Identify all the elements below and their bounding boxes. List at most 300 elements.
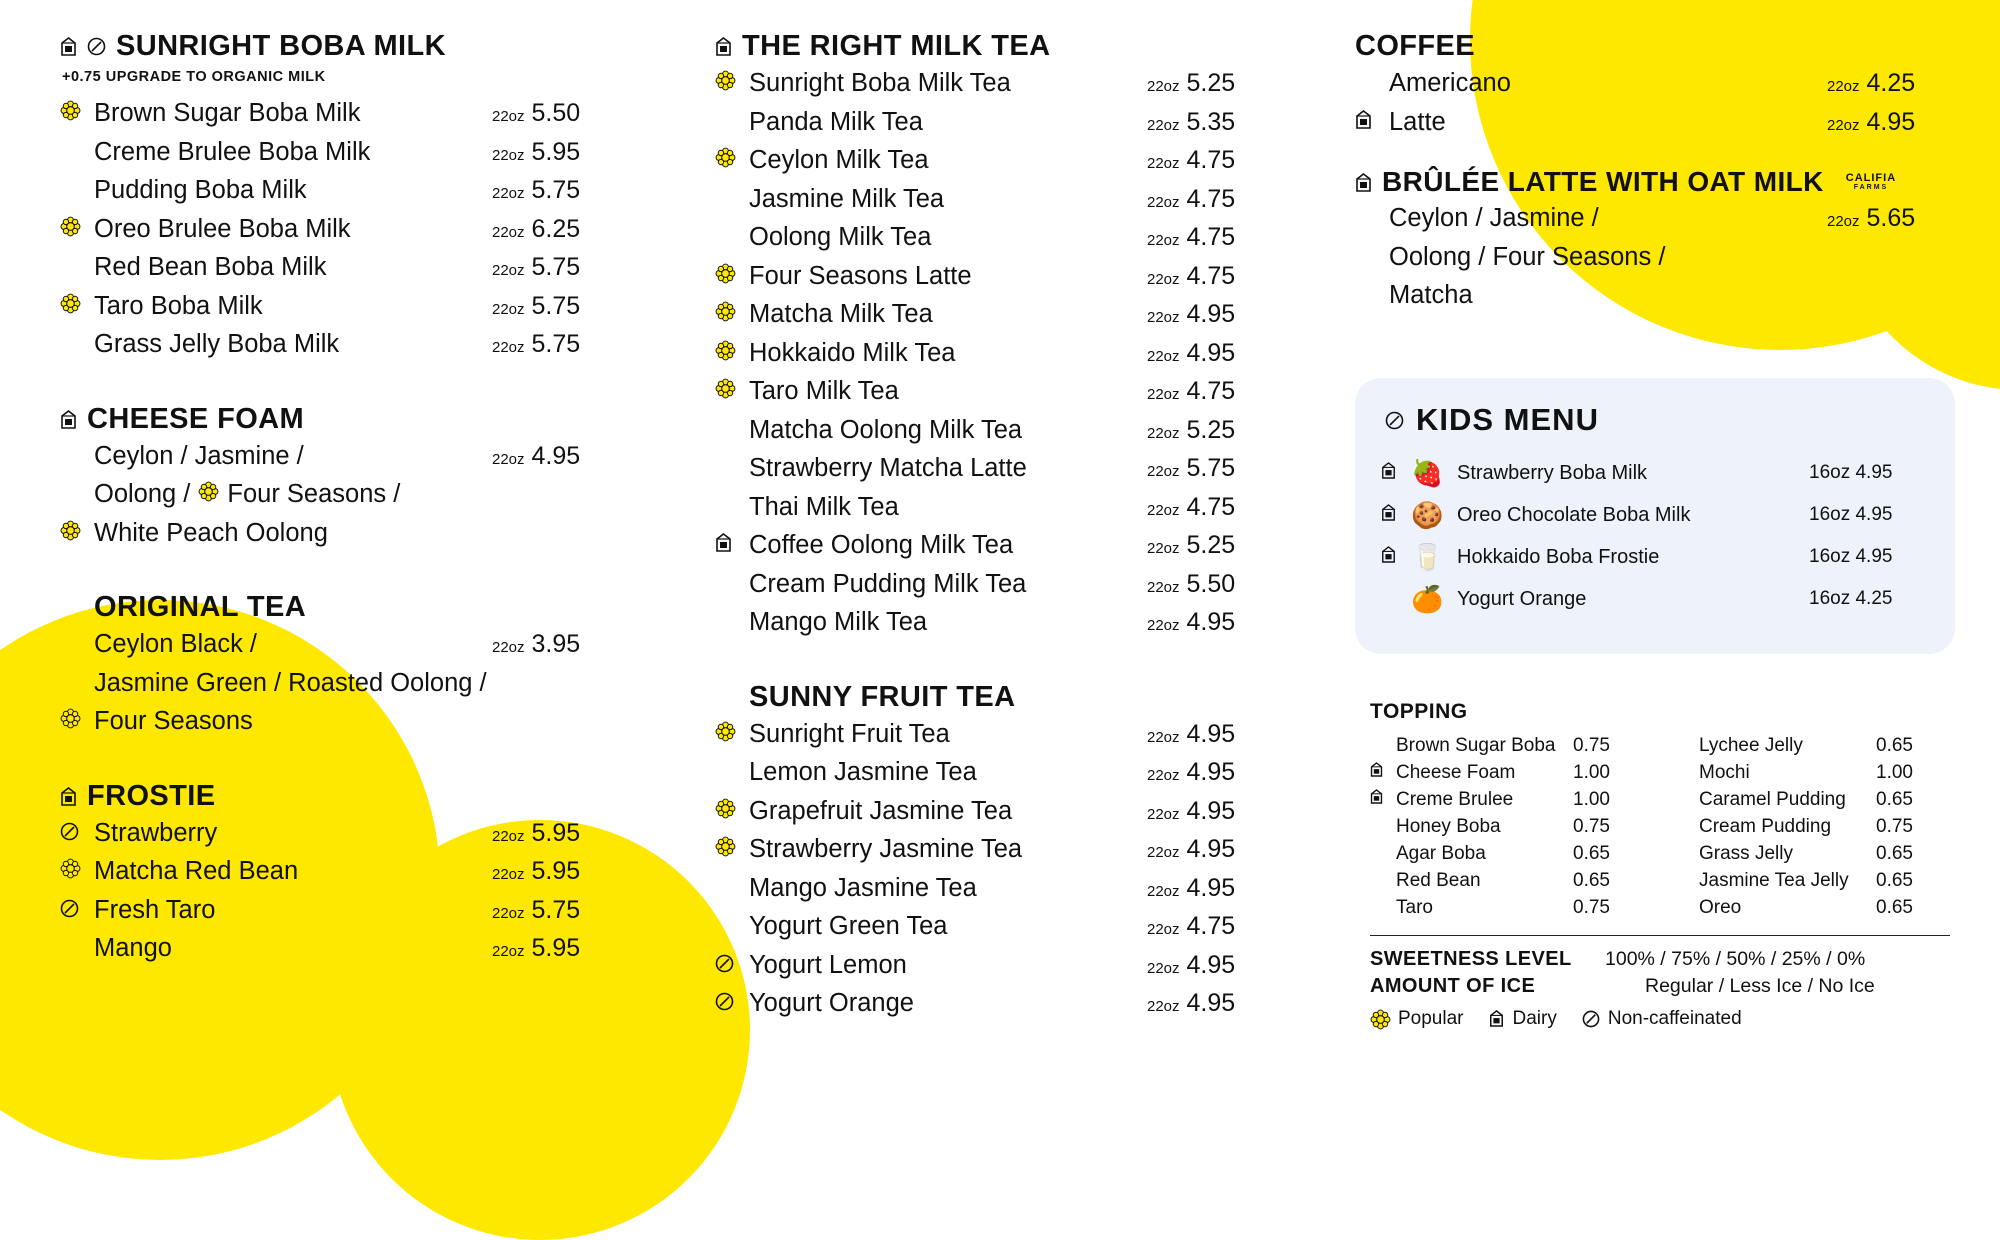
item-size: 22oz: [1147, 728, 1180, 746]
topping-name: Cheese Foam: [1396, 761, 1516, 783]
topping-price: 0.65: [1876, 734, 1913, 756]
topping-name: Oreo: [1699, 896, 1742, 918]
item-name: White Peach Oolong: [94, 518, 328, 547]
topping-row[interactable]: [1370, 840, 1647, 867]
section-title: COFFEE: [1355, 30, 1476, 62]
section-title: SUNRIGHT BOBA MILK: [116, 30, 446, 62]
non-caffeinated-icon: [60, 899, 94, 918]
item-size: 22oz: [1147, 347, 1180, 365]
topping-row[interactable]: [1370, 786, 1647, 813]
topping-name: Red Bean: [1396, 869, 1481, 891]
item-price: 5.50: [1186, 569, 1236, 598]
popular-flower-icon: [1370, 1009, 1391, 1030]
popular-flower-icon: [60, 293, 94, 314]
item-name: Ceylon / Jasmine /: [1389, 204, 1599, 232]
topping-row[interactable]: [1673, 813, 1950, 840]
menu-item[interactable]: [715, 797, 1275, 836]
item-size: 22oz: [1147, 959, 1180, 977]
popular-flower-icon: [715, 836, 749, 857]
item-name: Four Seasons Latte: [749, 261, 972, 290]
menu-item[interactable]: [60, 99, 620, 138]
item-name: Four Seasons: [94, 707, 253, 735]
menu-item[interactable]: [60, 138, 620, 177]
section-header-frostie: [60, 780, 620, 813]
menu-item[interactable]: [60, 330, 620, 369]
item-price: 5.95: [531, 857, 581, 885]
item-price: 5.25: [1186, 69, 1236, 97]
menu-item[interactable]: [60, 896, 620, 935]
menu-item[interactable]: [1355, 108, 1955, 147]
item-size: 22oz: [1147, 116, 1180, 134]
dairy-carton-icon: [60, 786, 77, 807]
menu-item[interactable]: [60, 669, 620, 708]
topping-column-right: [1673, 732, 1950, 921]
kids-item-name: Strawberry Boba Milk: [1457, 461, 1648, 484]
menu-item[interactable]: [715, 720, 1275, 759]
item-name: Strawberry: [94, 818, 218, 847]
section-title: SUNNY FRUIT TEA: [749, 680, 1016, 713]
legend-popular-label: Popular: [1398, 1008, 1464, 1029]
section-header-coffee: [1355, 30, 1955, 63]
kids-menu-item[interactable]: [1381, 536, 1929, 578]
topping-price: 0.65: [1876, 896, 1913, 918]
item-size: 22oz: [492, 146, 525, 164]
item-name: Matcha Oolong Milk Tea: [749, 415, 1023, 444]
item-price: 5.75: [1186, 454, 1236, 482]
menu-item[interactable]: [715, 570, 1275, 609]
item-price: 5.75: [531, 291, 581, 320]
califia-farms-logo: CALIFIA FARMS: [1845, 171, 1897, 192]
item-name: Hokkaido Milk Tea: [749, 338, 956, 367]
menu-item[interactable]: [60, 934, 620, 973]
section-header-brulee-latte-oat-milk: [1355, 166, 1955, 198]
dairy-carton-icon: [1381, 503, 1411, 527]
item-name: Mango Milk Tea: [749, 608, 928, 636]
menu-item[interactable]: [715, 951, 1275, 990]
topping-price: 0.75: [1876, 815, 1913, 837]
item-name: Yogurt Lemon: [749, 950, 907, 979]
kids-menu-item[interactable]: [1381, 578, 1929, 620]
item-size: 22oz: [1147, 463, 1180, 480]
item-price: 5.95: [531, 934, 581, 962]
section-header-original-tea: [60, 591, 620, 624]
topping-price: 0.65: [1876, 842, 1913, 864]
item-name: Matcha: [1389, 281, 1473, 309]
item-size: 22oz: [1147, 578, 1180, 596]
topping-column-left: [1370, 732, 1647, 921]
item-price: 4.95: [1186, 796, 1236, 825]
item-price: 5.65: [1866, 204, 1916, 232]
menu-item[interactable]: [715, 912, 1275, 951]
menu-item[interactable]: [715, 454, 1275, 493]
sweetness-level-label: SWEETNESS LEVEL: [1370, 948, 1572, 970]
topping-row[interactable]: [1370, 732, 1647, 759]
item-price: 4.75: [1186, 146, 1236, 174]
legend-non-caffeinated: [1582, 1008, 1742, 1030]
item-price: 5.35: [1186, 107, 1236, 136]
popular-flower-icon: [715, 340, 749, 361]
item-size: 22oz: [1147, 270, 1180, 288]
menu-item[interactable]: [60, 630, 620, 669]
dairy-carton-icon: [715, 532, 749, 553]
menu-item[interactable]: [715, 69, 1275, 108]
item-name-continued: Four Seasons /: [227, 480, 401, 508]
item-size: 22oz: [492, 450, 525, 468]
item-name: Fresh Taro: [94, 895, 216, 924]
menu-item[interactable]: [715, 758, 1275, 797]
item-name: Jasmine Green / Roasted Oolong /: [94, 668, 487, 697]
item-size: 22oz: [492, 827, 525, 845]
menu-item[interactable]: [715, 339, 1275, 378]
item-size: 22oz: [1147, 501, 1180, 519]
popular-flower-icon: [715, 301, 749, 322]
menu-item[interactable]: [1355, 204, 1955, 243]
topping-price: 1.00: [1573, 761, 1610, 783]
section-header-sunny-fruit-tea: [715, 681, 1275, 714]
topping-name: Honey Boba: [1396, 815, 1501, 837]
popular-flower-icon: [60, 216, 94, 237]
item-price: 4.95: [1186, 758, 1236, 786]
topping-price: 0.65: [1876, 869, 1913, 891]
dairy-carton-icon: [1370, 761, 1396, 784]
popular-flower-icon: [198, 481, 219, 502]
item-size: 22oz: [1147, 424, 1180, 442]
item-price: 4.95: [1186, 300, 1236, 328]
item-price: 4.95: [1186, 835, 1236, 863]
popular-flower-icon: [715, 721, 749, 742]
item-price: 5.25: [1186, 531, 1236, 559]
section-title: THE RIGHT MILK TEA: [742, 30, 1051, 62]
item-size: 22oz: [1147, 767, 1180, 784]
topping-name: Taro: [1396, 896, 1433, 918]
item-price: 4.95: [1186, 608, 1236, 636]
kids-item-price: 16oz 4.25: [1809, 588, 1893, 609]
item-size: 22oz: [1827, 78, 1860, 95]
item-name: Americano: [1389, 69, 1511, 97]
dairy-carton-icon: [60, 36, 77, 57]
kids-menu-item[interactable]: [1381, 494, 1929, 536]
topping-panel: [1370, 700, 1950, 1030]
menu-item[interactable]: [715, 989, 1275, 1028]
item-size: 22oz: [492, 904, 525, 922]
popular-flower-icon: [715, 147, 749, 168]
topping-name: Brown Sugar Boba: [1396, 734, 1556, 756]
item-name: Grapefruit Jasmine Tea: [749, 796, 1013, 825]
item-name: Pudding Boba Milk: [94, 176, 307, 204]
item-name: Ceylon Milk Tea: [749, 146, 929, 174]
non-caffeinated-icon: [1385, 411, 1404, 430]
menu-item[interactable]: [1355, 281, 1955, 320]
item-price: 4.95: [1186, 338, 1236, 367]
item-size: 22oz: [492, 866, 525, 883]
item-name: Thai Milk Tea: [749, 492, 899, 521]
amount-of-ice-value: Regular / Less Ice / No Ice: [1645, 975, 1875, 997]
topping-name: Caramel Pudding: [1699, 788, 1846, 810]
menu-item[interactable]: [715, 493, 1275, 532]
topping-name: Grass Jelly: [1699, 842, 1793, 864]
menu-item[interactable]: [60, 707, 620, 746]
topping-row[interactable]: [1673, 894, 1950, 921]
item-price: 5.95: [531, 137, 581, 166]
dairy-carton-icon: [1355, 172, 1372, 193]
item-price: 4.95: [1186, 873, 1236, 902]
item-size: 22oz: [1147, 232, 1180, 249]
item-size: 22oz: [1147, 617, 1180, 634]
menu-column-2: [715, 30, 1275, 1028]
kids-item-price: 16oz 4.95: [1809, 462, 1893, 483]
topping-name: Cream Pudding: [1699, 815, 1832, 837]
popular-flower-icon: [715, 70, 749, 91]
amount-of-ice-label: AMOUNT OF ICE: [1370, 975, 1536, 997]
kids-menu-title: KIDS MENU: [1416, 402, 1599, 437]
kids-item-name: Yogurt Orange: [1457, 587, 1587, 610]
popular-flower-icon: [60, 100, 94, 121]
item-name: Panda Milk Tea: [749, 107, 923, 136]
item-name: Mango Jasmine Tea: [749, 873, 977, 902]
amount-of-ice-row: [1370, 975, 1950, 998]
topping-title: TOPPING: [1370, 700, 1468, 723]
item-name: Mango: [94, 934, 172, 962]
kids-menu-item[interactable]: [1381, 452, 1929, 494]
menu-item[interactable]: [715, 146, 1275, 185]
item-name: Ceylon Black /: [94, 630, 257, 658]
kids-item-price: 16oz 4.95: [1809, 504, 1893, 525]
topping-price: 1.00: [1876, 761, 1913, 783]
menu-item[interactable]: [715, 531, 1275, 570]
item-size: 22oz: [1147, 998, 1180, 1015]
menu-item[interactable]: [60, 253, 620, 292]
non-caffeinated-icon: [715, 992, 749, 1011]
item-price: 4.75: [1186, 223, 1236, 251]
topping-row[interactable]: [1370, 867, 1647, 894]
item-size: 22oz: [492, 943, 525, 960]
non-caffeinated-icon: [715, 954, 749, 973]
item-size: 22oz: [1147, 78, 1180, 95]
item-name: Grass Jelly Boba Milk: [94, 330, 340, 358]
topping-row[interactable]: [1370, 894, 1647, 921]
menu-item[interactable]: [715, 377, 1275, 416]
item-price: 4.75: [1186, 912, 1236, 940]
menu-item[interactable]: [1355, 243, 1955, 282]
item-size: 22oz: [492, 262, 525, 279]
menu-item[interactable]: [715, 835, 1275, 874]
topping-row[interactable]: [1370, 813, 1647, 840]
menu-item[interactable]: [715, 300, 1275, 339]
dairy-carton-icon: [1370, 788, 1396, 811]
item-price: 4.75: [1186, 377, 1236, 405]
item-price: 4.95: [1186, 719, 1236, 748]
item-price: 5.50: [531, 99, 581, 127]
item-price: 4.95: [1186, 989, 1236, 1017]
section-title: CHEESE FOAM: [87, 402, 305, 435]
item-size: 22oz: [492, 185, 525, 202]
item-name: Strawberry Jasmine Tea: [749, 835, 1023, 863]
dairy-carton-icon: [1355, 109, 1389, 130]
legend-dairy-label: Dairy: [1512, 1008, 1557, 1029]
item-size: 22oz: [492, 639, 525, 656]
topping-price: 1.00: [1573, 788, 1610, 810]
dairy-carton-icon: [1381, 461, 1411, 485]
item-size: 22oz: [492, 339, 525, 356]
topping-row[interactable]: [1673, 759, 1950, 786]
non-caffeinated-icon: [87, 37, 106, 56]
menu-item[interactable]: [715, 185, 1275, 224]
topping-price: 0.65: [1573, 842, 1610, 864]
menu-column-1: [60, 30, 620, 973]
menu-item[interactable]: [1355, 69, 1955, 108]
item-price: 5.25: [1186, 415, 1236, 444]
item-size: 22oz: [1147, 921, 1180, 938]
item-price: 4.75: [1186, 184, 1236, 213]
topping-row[interactable]: [1370, 759, 1647, 786]
kids-item-name: Hokkaido Boba Frostie: [1457, 545, 1660, 568]
item-price: 4.95: [531, 441, 581, 470]
menu-column-3: [1355, 30, 1955, 320]
section-header-cheese-foam: [60, 403, 620, 436]
topping-name: Lychee Jelly: [1699, 734, 1803, 756]
item-name: Latte: [1389, 107, 1446, 136]
item-name: Sunright Boba Milk Tea: [749, 69, 1011, 97]
popular-flower-icon: [60, 708, 94, 729]
dairy-carton-icon: [1489, 1009, 1506, 1030]
milk-carton-illustration-icon: 🥛: [1411, 542, 1444, 572]
item-price: 4.75: [1186, 261, 1236, 290]
topping-row[interactable]: [1673, 840, 1950, 867]
item-size: 22oz: [1147, 155, 1180, 172]
topping-name: Creme Brulee: [1396, 788, 1514, 810]
organic-milk-upgrade-note: +0.75 UPGRADE TO ORGANIC MILK: [62, 69, 326, 85]
item-size: 22oz: [1147, 193, 1180, 211]
item-size: 22oz: [1147, 309, 1180, 326]
popular-flower-icon: [60, 520, 94, 541]
item-price: 6.25: [531, 214, 581, 243]
menu-item[interactable]: [715, 223, 1275, 262]
item-name: Yogurt Orange: [749, 989, 914, 1017]
item-size: 22oz: [1147, 805, 1180, 823]
menu-item[interactable]: [715, 108, 1275, 147]
item-name: Lemon Jasmine Tea: [749, 758, 977, 786]
item-name: Oolong / Four Seasons /: [1389, 242, 1666, 271]
menu-item[interactable]: [715, 262, 1275, 301]
popular-flower-icon: [715, 263, 749, 284]
kids-menu-header: [1385, 402, 1929, 438]
menu-item[interactable]: [60, 292, 620, 331]
menu-item[interactable]: [715, 874, 1275, 913]
sweetness-level-value: 100% / 75% / 50% / 25% / 0%: [1605, 948, 1866, 970]
menu-item[interactable]: [60, 857, 620, 896]
menu-item[interactable]: [715, 608, 1275, 647]
menu-item[interactable]: [715, 416, 1275, 455]
item-price: 5.75: [531, 253, 581, 281]
kids-item-price: 16oz 4.95: [1809, 546, 1893, 567]
item-name: Ceylon / Jasmine /: [94, 441, 304, 470]
item-name: Jasmine Milk Tea: [749, 184, 945, 213]
legend-dairy: [1489, 1008, 1557, 1030]
topping-price: 0.75: [1573, 734, 1610, 756]
menu-item[interactable]: [60, 480, 620, 519]
topping-name: Mochi: [1699, 761, 1750, 783]
menu-item[interactable]: [60, 519, 620, 558]
divider: [1370, 935, 1950, 936]
sweetness-level-row: [1370, 948, 1950, 971]
item-name: Matcha Red Bean: [94, 857, 299, 885]
menu-item[interactable]: [60, 176, 620, 215]
legend: [1370, 1008, 1950, 1030]
legend-popular: [1370, 1008, 1464, 1030]
non-caffeinated-icon: [1582, 1010, 1601, 1029]
popular-flower-icon: [715, 378, 749, 399]
dairy-carton-icon: [715, 36, 732, 57]
item-name: Sunright Fruit Tea: [749, 719, 950, 748]
item-name: Oolong Milk Tea: [749, 223, 932, 251]
orange-slice-icon: 🍊: [1411, 584, 1444, 614]
item-price: 5.95: [531, 818, 581, 847]
item-size: 22oz: [1147, 540, 1180, 557]
item-name: Matcha Milk Tea: [749, 300, 933, 328]
menu-item[interactable]: [60, 215, 620, 254]
item-name: Yogurt Green Tea: [749, 912, 948, 940]
item-name: Brown Sugar Boba Milk: [94, 99, 361, 127]
item-size: 22oz: [1147, 844, 1180, 861]
item-size: 22oz: [492, 223, 525, 241]
item-name: Creme Brulee Boba Milk: [94, 137, 371, 166]
section-title: BRÛLÉE LATTE WITH OAT MILK: [1382, 166, 1824, 197]
item-name: Oolong /: [94, 480, 191, 508]
item-name: Cream Pudding Milk Tea: [749, 569, 1027, 598]
item-price: 4.95: [1866, 107, 1916, 136]
item-price: 5.75: [531, 895, 581, 924]
topping-row[interactable]: [1673, 867, 1950, 894]
menu-item[interactable]: [60, 819, 620, 858]
oreo-cookie-icon: 🍪: [1411, 500, 1444, 530]
item-size: 22oz: [492, 300, 525, 318]
item-name: Strawberry Matcha Latte: [749, 454, 1027, 482]
item-price: 4.95: [1186, 950, 1236, 979]
non-caffeinated-icon: [60, 822, 94, 841]
item-name: Oreo Brulee Boba Milk: [94, 214, 351, 243]
topping-price: 0.75: [1573, 896, 1610, 918]
item-name: Taro Boba Milk: [94, 291, 263, 320]
item-price: 3.95: [531, 630, 581, 658]
dairy-carton-icon: [1381, 545, 1411, 569]
item-price: 4.25: [1866, 69, 1916, 97]
popular-flower-icon: [60, 858, 94, 879]
item-size: 22oz: [1827, 213, 1860, 230]
item-price: 5.75: [531, 330, 581, 358]
topping-name: Agar Boba: [1396, 842, 1486, 864]
item-price: 4.75: [1186, 492, 1236, 521]
item-size: 22oz: [492, 108, 525, 125]
dairy-carton-icon: [60, 409, 77, 430]
item-name: Red Bean Boba Milk: [94, 253, 327, 281]
menu-item[interactable]: [60, 442, 620, 481]
strawberry-icon: 🍓: [1411, 458, 1444, 488]
topping-row[interactable]: [1673, 786, 1950, 813]
item-size: 22oz: [1147, 386, 1180, 403]
section-header-the-right-milk-tea: [715, 30, 1275, 63]
kids-item-name: Oreo Chocolate Boba Milk: [1457, 503, 1691, 526]
section-title: FROSTIE: [87, 779, 216, 812]
item-size: 22oz: [1147, 882, 1180, 900]
item-name: Coffee Oolong Milk Tea: [749, 531, 1014, 559]
item-price: 5.75: [531, 176, 581, 204]
topping-row[interactable]: [1673, 732, 1950, 759]
topping-name: Jasmine Tea Jelly: [1699, 869, 1849, 891]
section-header-sunright-boba-milk: [60, 30, 620, 63]
popular-flower-icon: [715, 798, 749, 819]
item-size: 22oz: [1827, 116, 1860, 134]
item-name: Taro Milk Tea: [749, 377, 899, 405]
